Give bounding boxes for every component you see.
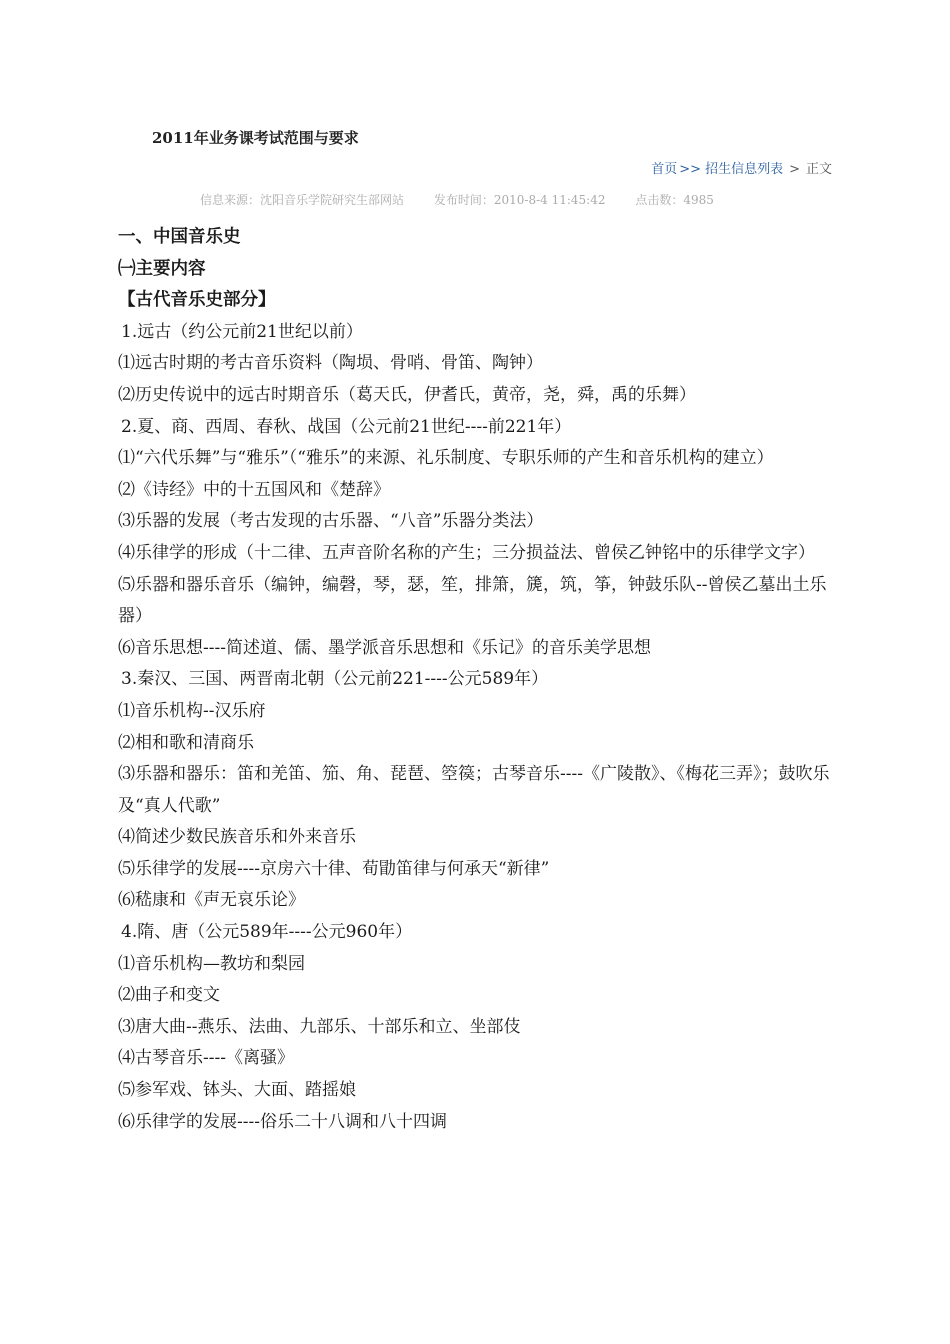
breadcrumb <box>651 158 832 177</box>
content-line: ⑵历史传说中的远古时期音乐（葛天氏，伊耆氏，黄帝，尧，舜，禹的乐舞） <box>118 384 696 405</box>
content-line: ⑵曲子和变文 <box>118 985 220 1006</box>
period-heading: 4.隋、唐（公元589年----公元960年） <box>121 922 413 943</box>
content-line: ⑷简述少数民族音乐和外来音乐 <box>118 827 356 848</box>
meta-published: 发布时间：2010-8-4 11:45:42 <box>433 193 606 207</box>
breadcrumb-home-link[interactable]: 首页 <box>651 162 678 177</box>
breadcrumb-current: 正文 <box>805 162 832 177</box>
period-heading: 3.秦汉、三国、两晋南北朝（公元前221----公元589年） <box>121 669 549 690</box>
content-line: ⑶唐大曲--燕乐、法曲、九部乐、十部乐和立、坐部伎 <box>118 1016 521 1037</box>
content-line: ⑸乐器和器乐音乐（编钟，编磬，琴，瑟，笙，排箫，篪，筑，筝，钟鼓乐队--曾侯乙墓出土乐器） <box>118 574 827 627</box>
content-line: ⑵《诗经》中的十五国风和《楚辞》 <box>118 479 390 500</box>
breadcrumb-list-link[interactable]: 招生信息列表 <box>705 162 784 177</box>
period-heading: 2.夏、商、西周、春秋、战国（公元前21世纪----前221年） <box>121 416 572 437</box>
content-line: ⑴音乐机构—教坊和梨园 <box>118 953 305 974</box>
article-body <box>118 222 834 1138</box>
meta-source: 信息来源：沈阳音乐学院研究生部网站 <box>200 193 405 207</box>
breadcrumb-separator: >> <box>679 162 702 177</box>
content-line: ⑷乐律学的形成（十二律、五声音阶名称的产生；三分损益法、曾侯乙钟铭中的乐律学文字） <box>118 542 815 563</box>
content-line: ⑴远古时期的考古音乐资料（陶埙、骨哨、骨笛、陶钟） <box>118 353 543 374</box>
page-title: 2011年业务课考试范围与要求 <box>152 129 359 147</box>
breadcrumb-separator: > <box>789 162 800 177</box>
content-line: ⑹嵇康和《声无哀乐论》 <box>118 890 305 911</box>
period-heading: 1.远古（约公元前21世纪以前） <box>121 321 363 342</box>
meta-clicks: 点击数：4985 <box>635 193 714 207</box>
content-line: ⑶乐器和器乐：笛和羌笛、笳、角、琵琶、箜篌；古琴音乐----《广陵散》、《梅花三弄》；鼓吹乐及“真人代歌” <box>118 764 830 816</box>
content-line: ⑷古琴音乐----《离骚》 <box>118 1048 294 1069</box>
content-line: ⑶乐器的发展（考古发现的古乐器、“八音”乐器分类法） <box>118 511 544 532</box>
content-line: ⑴音乐机构--汉乐府 <box>118 700 266 721</box>
content-line: ⑹音乐思想----简述道、儒、墨学派音乐思想和《乐记》的音乐美学思想 <box>118 637 651 658</box>
section-heading: 一、中国音乐史 <box>118 227 241 247</box>
content-line: ⑵相和歌和清商乐 <box>118 732 254 753</box>
content-line: ⑴“六代乐舞”与“雅乐”（“雅乐”的来源、礼乐制度、专职乐师的产生和音乐机构的建立） <box>118 448 774 469</box>
content-line: ⑸参军戏、钵头、大面、踏摇娘 <box>118 1080 356 1101</box>
content-line: ⑸乐律学的发展----京房六十律、荀勖笛律与何承天“新律” <box>118 858 550 879</box>
part-heading: 【古代音乐史部分】 <box>118 290 276 311</box>
content-line: ⑹乐律学的发展----俗乐二十八调和八十四调 <box>118 1111 447 1132</box>
article-meta <box>200 191 740 208</box>
subsection-heading: ㈠主要内容 <box>118 258 206 279</box>
